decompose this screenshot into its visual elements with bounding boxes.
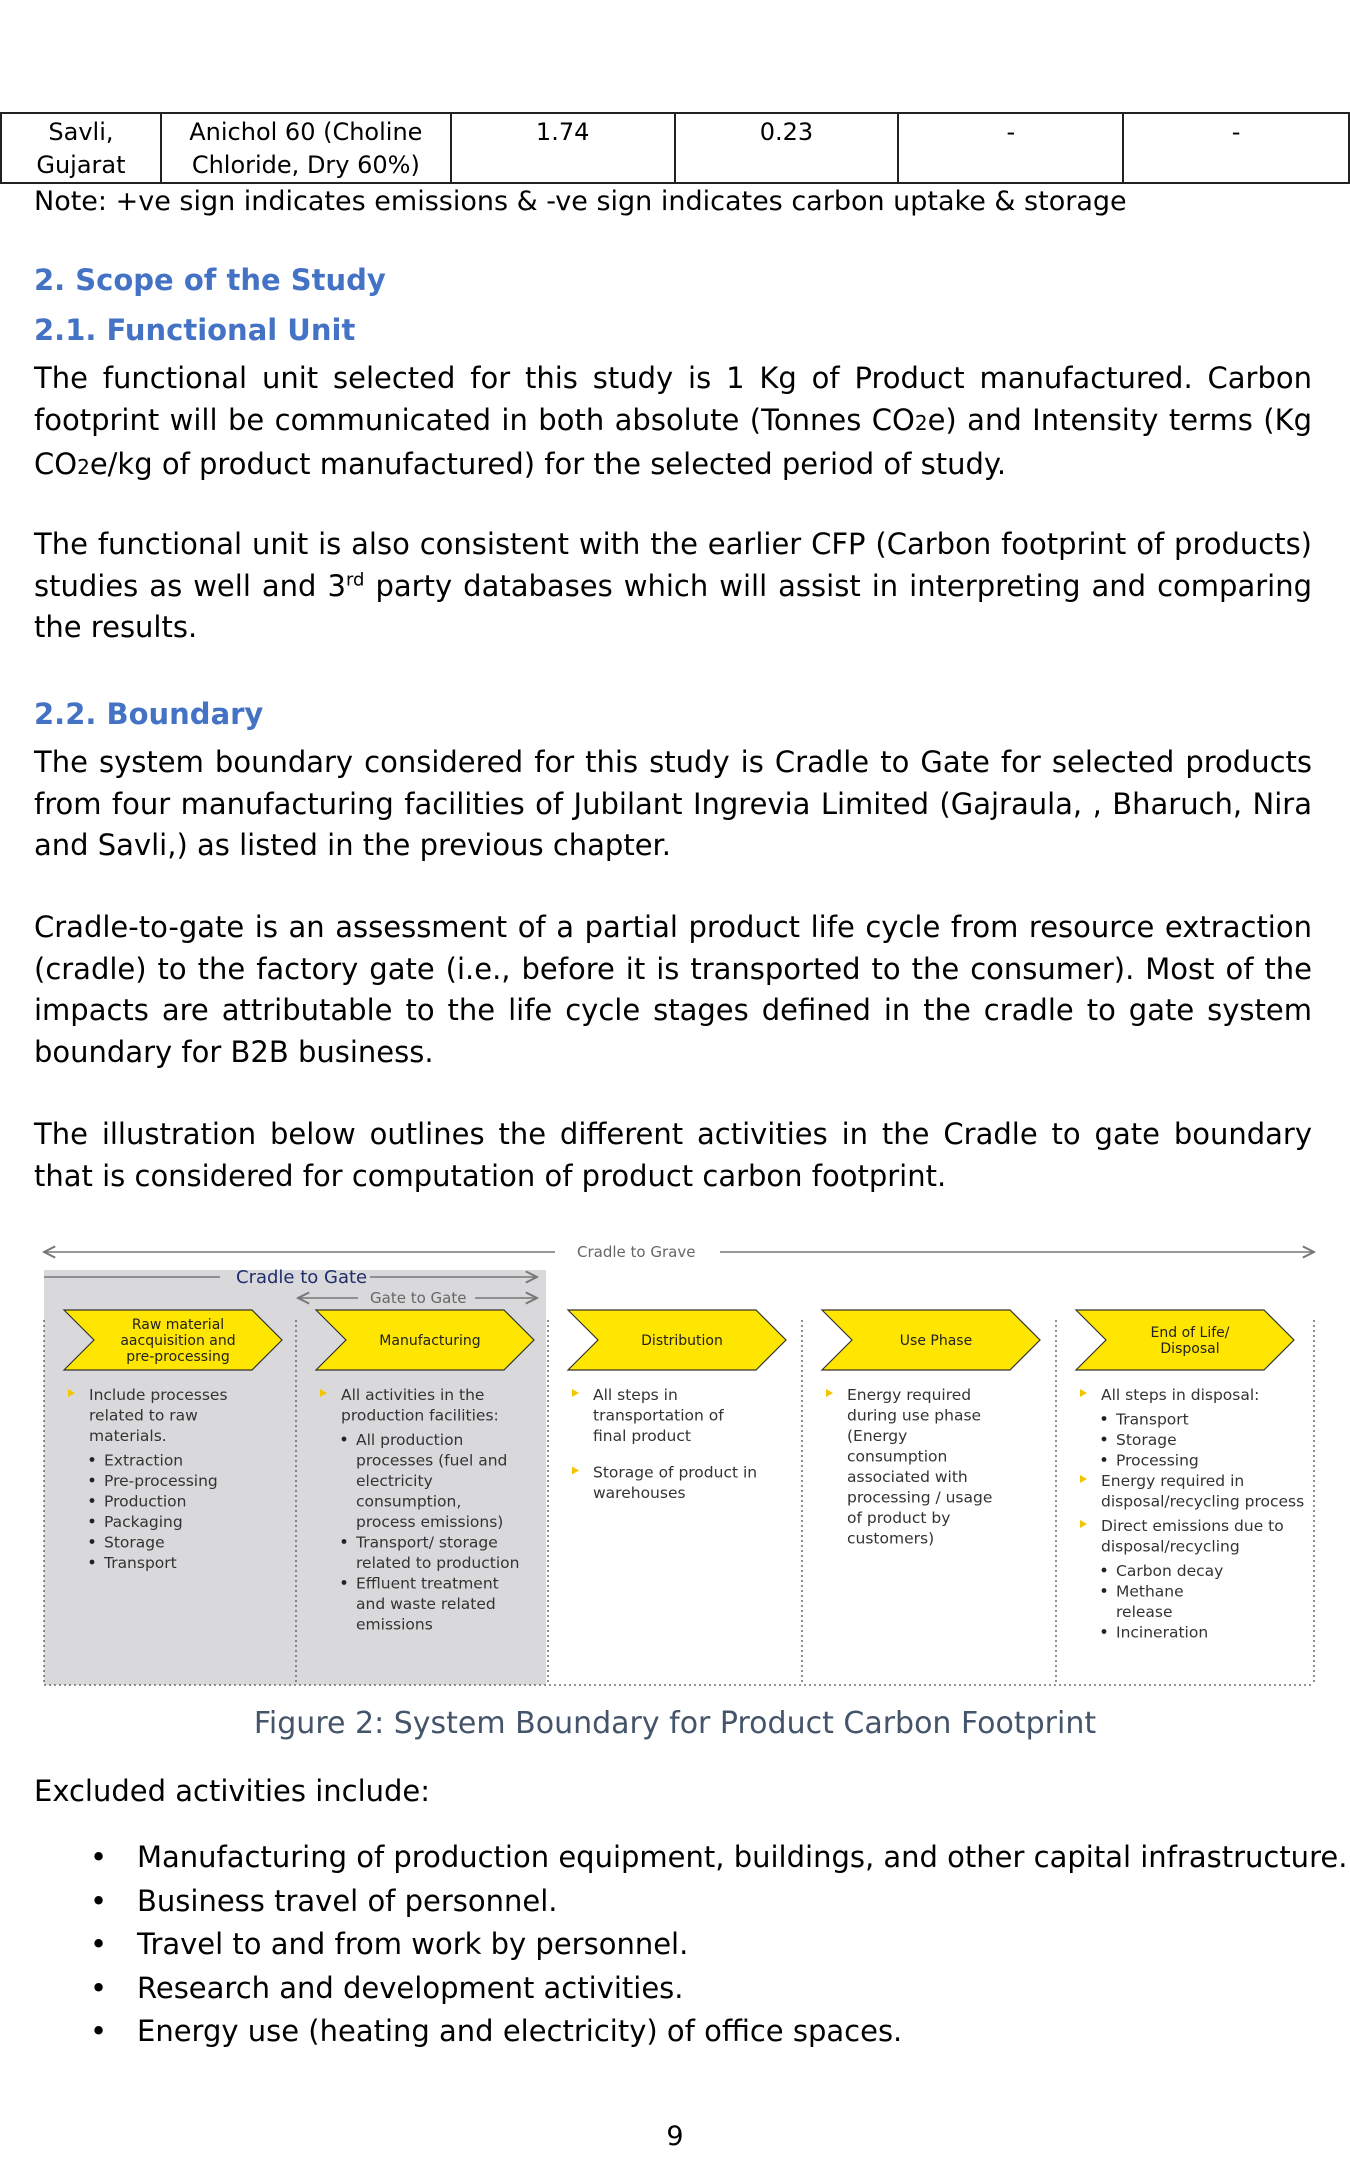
section-heading-functional-unit: 2.1. Functional Unit: [34, 313, 356, 347]
bullet-arrow-icon: [1080, 1389, 1087, 1397]
bullet-icon: •: [90, 1883, 108, 1918]
stage-item-line: Extraction: [104, 1451, 184, 1470]
text-run: The functional unit is also consistent with the earlier CFP (Carbon footprint of products) studies as well and 3: [34, 527, 1312, 603]
stage-item-text: [1116, 1431, 1177, 1449]
stage-item-text: [1101, 1472, 1304, 1511]
stage-item-line: transportation of: [593, 1406, 724, 1425]
list-item: [90, 2010, 1347, 2054]
stage-item-text: [1116, 1624, 1208, 1642]
text-run: e) and Intensity terms (Kg CO: [34, 402, 1312, 481]
stage-item-line: Storage: [104, 1533, 165, 1552]
stage-item-text: [1115, 1411, 1189, 1429]
stage-label-line: aacquisition and: [120, 1333, 236, 1349]
bullet-arrow-icon: [572, 1467, 579, 1475]
stage-label: [641, 1333, 723, 1349]
stage-item-line: Storage of product in: [593, 1463, 758, 1482]
stage-item-text: [104, 1472, 218, 1490]
stage-item-line: production facilities:: [341, 1406, 499, 1425]
emissions-table: [0, 112, 1350, 184]
table-cell-value: 0.23: [675, 113, 899, 183]
bullet-icon: [1102, 1437, 1107, 1442]
table-cell-value: 1.74: [451, 113, 675, 183]
text-run: e/kg of product manufactured) for the selected period of study.: [89, 447, 1007, 481]
paragraph-boundary: The system boundary considered for this study is Cradle to Gate for selected products from four manufacturing facilities of Jubilant Ingrevia Limited (Gajraula, , Bharuch, Nira and Savli,) as listed in the previous chapter.: [34, 745, 1312, 862]
stage-item-line: Packaging: [104, 1513, 183, 1531]
stage-label-line: End of Life/: [1150, 1325, 1230, 1341]
subscript: 2: [77, 455, 90, 479]
stage-item-text: [593, 1386, 724, 1445]
stage-item-line: customers): [847, 1529, 935, 1548]
stage-item-text: [1101, 1386, 1259, 1404]
section-heading-boundary: 2.2. Boundary: [34, 697, 264, 731]
stage-item-line: of product by: [847, 1509, 951, 1527]
stage-label-line: Use Phase: [899, 1333, 973, 1349]
gate-to-gate-label: Gate to Gate: [370, 1289, 467, 1307]
list-item-text: Travel to and from work by personnel.: [137, 1927, 689, 1961]
bullet-icon: [1102, 1457, 1107, 1462]
stage-item-text: [104, 1493, 186, 1511]
stage-item-line: Carbon decay: [1116, 1562, 1224, 1580]
stage-item-line: disposal/recycling process: [1101, 1492, 1305, 1511]
bullet-icon: [342, 1580, 347, 1585]
stage-item-line: electricity: [356, 1472, 433, 1490]
stage-item-line: process emissions): [356, 1513, 504, 1531]
stage-label-line: Raw material: [131, 1317, 225, 1333]
stage-item-text: [1116, 1562, 1223, 1580]
table-note: Note: +ve sign indicates emissions & -ve sign indicates carbon uptake & storage: [34, 186, 1127, 217]
bullet-icon: •: [90, 2014, 108, 2048]
stage-item-line: Incineration: [1116, 1623, 1209, 1642]
stage-item-text: [104, 1452, 183, 1470]
bullet-icon: [90, 1457, 95, 1462]
stage-item-line: related to production: [356, 1554, 520, 1572]
text-run: The functional unit selected for this study is 1 Kg of Product manufactured. Carbon footprint will be communicated in both absolute (Tonnes CO: [34, 361, 1312, 437]
stage-item-line: materials.: [89, 1427, 167, 1445]
stage-item-line: associated with: [847, 1468, 968, 1486]
table-cell-product: Anichol 60 (Choline Chloride, Dry 60%): [161, 113, 451, 183]
excluded-intro: Excluded activities include:: [34, 1774, 431, 1808]
stage-label: [379, 1333, 480, 1349]
list-item-text: Business travel of personnel.: [137, 1883, 558, 1918]
stage-item-line: All steps in: [593, 1386, 678, 1404]
list-item: [90, 1836, 1347, 1880]
stage-item-line: Storage: [1116, 1431, 1177, 1449]
stage-item-line: Include processes: [89, 1386, 228, 1404]
bullet-icon: [90, 1539, 95, 1544]
system-boundary-diagram: [40, 1230, 1322, 1700]
stage-item-line: All production: [356, 1431, 464, 1449]
stage-item-text: [1116, 1452, 1199, 1470]
bullet-icon: [342, 1539, 347, 1544]
figure-caption: Figure 2: System Boundary for Product Carbon Footprint: [253, 1706, 1097, 1741]
bullet-icon: [90, 1478, 95, 1483]
stage-item-text: [1101, 1517, 1284, 1556]
bullet-icon: [1102, 1568, 1107, 1573]
stage-item-line: processing / usage: [847, 1488, 993, 1507]
list-item: [90, 1880, 1347, 1924]
stage-label: [1151, 1325, 1230, 1357]
paragraph-consistency: [34, 524, 1312, 649]
stage-item-line: Transport: [104, 1554, 177, 1572]
stage-item-line: Processing: [1116, 1451, 1199, 1470]
bullet-icon: [1102, 1588, 1107, 1593]
bullet-arrow-icon: [1080, 1475, 1087, 1483]
paragraph-cradle-to-gate: Cradle-to-gate is an assessment of a partial product life cycle from resource extraction (cradle) to the factory gate (i.e., before it is transported to the consumer). Most of the impacts are attributable to the life cycle stages defined in the cradle to gate system boundary for B2B business.: [34, 910, 1312, 1069]
bullet-icon: [90, 1498, 95, 1503]
list-item-text: Energy use (heating and electricity) of office spaces.: [137, 2014, 903, 2048]
stage-item-line: Energy required in: [1101, 1472, 1245, 1490]
stage-label: [900, 1333, 972, 1349]
stage-item-line: warehouses: [593, 1484, 686, 1502]
stage-item-line: final product: [593, 1427, 691, 1445]
stage-item-text: [103, 1554, 177, 1572]
bullet-icon: [1102, 1416, 1107, 1421]
cradle-to-gate-label: Cradle to Gate: [236, 1267, 368, 1288]
list-item-text: Research and development activities.: [137, 1970, 684, 2005]
bullet-icon: [342, 1437, 347, 1442]
bullet-icon: •: [90, 1970, 108, 2005]
cradle-to-grave-label: Cradle to Grave: [577, 1243, 696, 1261]
bullet-icon: [90, 1560, 95, 1565]
bullet-icon: [1102, 1629, 1107, 1634]
stage-label-line: Manufacturing: [379, 1333, 481, 1349]
table-row: [1, 113, 1349, 183]
stage-item-line: and waste related: [356, 1595, 496, 1613]
bullet-arrow-icon: [826, 1389, 833, 1397]
bullet-icon: [90, 1519, 95, 1524]
text-run: party databases which will assist in interpreting and comparing the results.: [34, 568, 1312, 644]
stage-item-line: Transport: [1116, 1410, 1189, 1429]
stage-item-line: processes (fuel and: [356, 1451, 508, 1470]
stage-item-line: Direct emissions due to: [1101, 1517, 1284, 1535]
stage-item-line: All steps in disposal:: [1101, 1386, 1260, 1404]
stage-item-line: Production: [104, 1492, 187, 1511]
table-cell-location: Savli, Gujarat: [1, 113, 161, 183]
stage-label-line: Distribution: [641, 1333, 723, 1349]
stage-item-line: disposal/recycling: [1101, 1537, 1240, 1556]
excluded-list: [90, 1836, 1347, 2054]
bullet-arrow-icon: [572, 1389, 579, 1397]
stage-label-line: pre-processing: [126, 1349, 230, 1365]
stage-label: [120, 1317, 235, 1365]
stage-item-line: Energy required: [847, 1386, 972, 1404]
stage-item-text: [104, 1534, 165, 1552]
list-item: [90, 1923, 1347, 1967]
bullet-arrow-icon: [1080, 1520, 1087, 1528]
table-cell-value: -: [898, 113, 1123, 183]
section-heading-scope: 2. Scope of the Study: [34, 263, 386, 297]
stage-item-line: All activities in the: [341, 1386, 485, 1404]
list-item-text: Manufacturing of production equipment, buildings, and other capital infrastructure.: [137, 1840, 1348, 1874]
list-item: [90, 1967, 1347, 2011]
stage-item-line: Methane: [1116, 1582, 1184, 1601]
stage-item-line: related to raw: [89, 1406, 198, 1425]
stage-item-text: [847, 1386, 992, 1548]
stage-item-line: (Energy: [847, 1427, 908, 1445]
stage-item-line: Pre-processing: [104, 1472, 218, 1490]
stage-item-line: Transport/ storage: [356, 1533, 498, 1552]
paragraph-illustration: The illustration below outlines the different activities in the Cradle to gate boundary that is considered for computation of product carbon footprint.: [34, 1117, 1312, 1193]
subscript: 2: [914, 410, 928, 435]
bullet-icon: •: [90, 1840, 108, 1874]
stage-item-line: consumption: [847, 1447, 948, 1466]
bullet-icon: •: [90, 1927, 108, 1961]
page-number: 9: [666, 2121, 684, 2152]
stage-item-line: Effluent treatment: [356, 1574, 499, 1593]
stage-item-line: consumption,: [356, 1492, 462, 1511]
stage-item-line: release: [1116, 1603, 1173, 1621]
stage-item-line: during use phase: [847, 1406, 982, 1425]
paragraph-functional-unit: [34, 358, 1312, 489]
stage-item-text: [1116, 1583, 1184, 1622]
stage-label-line: Disposal: [1160, 1341, 1220, 1357]
superscript: rd: [345, 568, 365, 590]
table-cell-value: -: [1123, 113, 1349, 183]
stage-item-text: [593, 1464, 757, 1503]
stage-item-line: emissions: [356, 1615, 433, 1634]
stage-item-text: [104, 1513, 183, 1531]
